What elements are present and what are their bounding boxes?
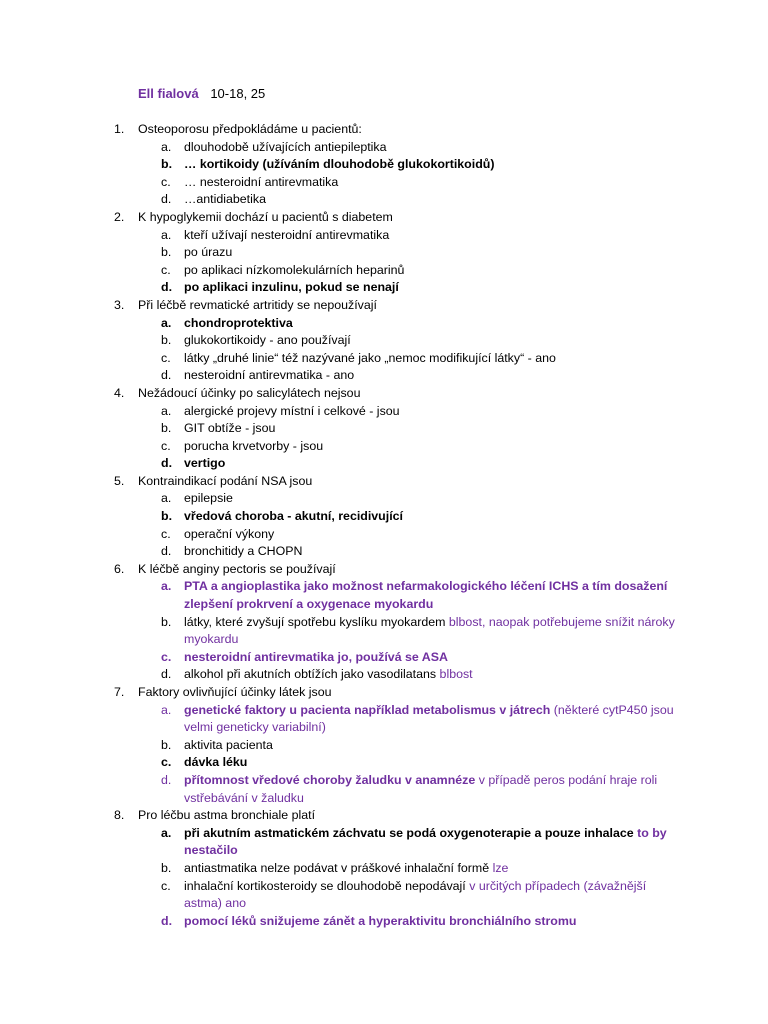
question xyxy=(0,473,768,491)
answer-text: po úrazu xyxy=(184,245,233,260)
answer-letter: b. xyxy=(161,421,172,436)
answer-text: inhalační kortikosteroidy se dlouhodobě nepodávají xyxy=(184,878,470,893)
answer-letter: a. xyxy=(161,491,172,506)
answer-text: PTA a angioplastika jako možnost nefarmakologického léčení ICHS a tím dosažení zlepšení prokrvení a oxygenace myokardu xyxy=(184,579,668,612)
answer-text: látky, které zvyšují spotřebu kyslíku myokardem xyxy=(184,614,449,629)
answer-letter: d. xyxy=(161,456,173,471)
question xyxy=(0,561,768,579)
answer-comment: v určitých případech (závažnější astma) ano xyxy=(184,878,647,911)
answer-comment: blbost xyxy=(439,667,473,682)
answer-option xyxy=(0,191,768,209)
answer-option xyxy=(0,332,768,350)
answer-text: pomocí léků snižujeme zánět a hyperaktivitu bronchiálního stromu xyxy=(184,913,577,928)
answer-text: genetické faktory u pacienta například metabolismus v játrech xyxy=(184,702,551,717)
answer-letter: d. xyxy=(161,280,173,295)
question-number: 5. xyxy=(114,473,125,488)
answer-option xyxy=(0,737,768,755)
answer-option xyxy=(0,860,768,878)
answer-text: v případě peros podání hraje roli vstřebávání v žaludku xyxy=(184,772,658,805)
question-list xyxy=(0,121,768,930)
answer-text: … kortikoidy (užíváním dlouhodobě glukokortikoidů) xyxy=(184,157,495,172)
answer-text: po aplikaci inzulinu, pokud se nenají xyxy=(184,280,399,295)
answer-text: látky „druhé linie“ též nazývané jako „nemoc modifikující látky“ - ano xyxy=(184,350,556,365)
answer-option xyxy=(0,244,768,262)
answer-text: při akutním astmatickém záchvatu se podá oxygenoterapie a pouze inhalace xyxy=(184,825,638,840)
question-text: Kontraindikací podání NSA jsou xyxy=(138,473,313,488)
question-number: 8. xyxy=(114,808,125,823)
answer-option xyxy=(0,543,768,561)
answer-text: epilepsie xyxy=(184,491,233,506)
question-number: 4. xyxy=(114,385,125,400)
answer-option xyxy=(0,350,768,368)
question xyxy=(0,684,768,702)
answer-letter: a. xyxy=(161,315,172,330)
answer-letter: c. xyxy=(161,174,171,189)
answer-letter: d. xyxy=(161,913,173,928)
answer-text: chondroprotektiva xyxy=(184,315,293,330)
question xyxy=(0,385,768,403)
document-header xyxy=(138,86,265,101)
answer-text: alergické projevy místní i celkové - jsou xyxy=(184,403,400,418)
answer-letter: a. xyxy=(161,403,172,418)
answer-letter: d. xyxy=(161,667,172,682)
answer-letter: c. xyxy=(161,878,171,893)
answer-option xyxy=(0,227,768,245)
answer-option xyxy=(0,367,768,385)
answer-letter: d. xyxy=(161,544,172,559)
answer-text: antiastmatika nelze podávat v práškové inhalační formě xyxy=(184,860,493,875)
question xyxy=(0,297,768,315)
answer-option xyxy=(0,614,768,649)
question-text: Při léčbě revmatické artritidy se nepoužívají xyxy=(138,297,377,312)
question-range: 10-18, 25 xyxy=(210,86,266,101)
answer-text: kteří užívají nesteroidní antirevmatika xyxy=(184,227,390,242)
question-text: K hypoglykemii dochází u pacientů s diabetem xyxy=(138,209,393,224)
answer-letter: d. xyxy=(161,192,172,207)
answer-letter: c. xyxy=(161,262,171,277)
answer-option xyxy=(0,139,768,157)
answer-letter: c. xyxy=(161,526,171,541)
answer-text: vředová choroba - akutní, recidivující xyxy=(184,509,403,524)
author-name: Ell fialová xyxy=(138,86,199,101)
answer-text: …antidiabetika xyxy=(184,192,266,207)
answer-comment: blbost, naopak potřebujeme snížit nároky myokardu xyxy=(184,614,675,647)
answer-letter: b. xyxy=(161,614,172,629)
answer-letter: a. xyxy=(161,702,172,717)
question-number: 7. xyxy=(114,685,125,699)
answer-letter: b. xyxy=(161,333,172,348)
answer-text: dávka léku xyxy=(184,755,248,770)
answer-letter: b. xyxy=(161,245,172,260)
answer-letter: c. xyxy=(161,350,171,365)
answer-option xyxy=(0,315,768,333)
answer-option xyxy=(0,156,768,174)
answer-letter: a. xyxy=(161,139,172,154)
answer-option xyxy=(0,878,768,913)
answer-option xyxy=(0,403,768,421)
answer-text: po aplikaci nízkomolekulárních heparinů xyxy=(184,262,405,277)
question-text: Osteoporosu předpokládáme u pacientů: xyxy=(138,122,362,136)
answer-letter: a. xyxy=(161,825,172,840)
answer-letter: a. xyxy=(161,579,172,594)
answer-option xyxy=(0,666,768,684)
answer-letter: c. xyxy=(161,649,172,664)
answer-text: nesteroidní antirevmatika - ano xyxy=(184,368,355,383)
question-number: 2. xyxy=(114,209,125,224)
answer-text: alkohol při akutních obtížích jako vasodilatans xyxy=(184,667,440,682)
question-number: 3. xyxy=(114,297,125,312)
answer-option xyxy=(0,279,768,297)
answer-option xyxy=(0,702,768,737)
answer-text: (některé cytP450 jsou velmi geneticky variabilní) xyxy=(184,702,674,735)
answer-option xyxy=(0,754,768,772)
answer-option xyxy=(0,578,768,613)
answer-option xyxy=(0,825,768,860)
answer-option xyxy=(0,174,768,192)
question-text: Nežádoucí účinky po salicylátech nejsou xyxy=(138,385,361,400)
answer-letter: b. xyxy=(161,157,173,172)
question-text: K léčbě anginy pectoris se používají xyxy=(138,561,336,576)
question-text: Pro léčbu astma bronchiale platí xyxy=(138,808,316,823)
answer-text: glukokortikoidy - ano používají xyxy=(184,333,351,348)
answer-text: bronchitidy a CHOPN xyxy=(184,544,303,559)
answer-comment: lze xyxy=(492,860,509,875)
answer-text: vertigo xyxy=(184,456,226,471)
answer-option xyxy=(0,262,768,280)
answer-option xyxy=(0,490,768,508)
question-text: Faktory ovlivňující účinky látek jsou xyxy=(138,685,332,699)
answer-option xyxy=(0,420,768,438)
answer-text: nesteroidní antirevmatika jo, používá se ASA xyxy=(184,649,448,664)
question-number: 1. xyxy=(114,122,125,136)
answer-letter: d. xyxy=(161,368,172,383)
answer-option xyxy=(0,772,768,807)
question xyxy=(0,807,768,825)
answer-letter: c. xyxy=(161,438,171,453)
answer-comment: to by nestačilo xyxy=(184,825,667,858)
question xyxy=(0,209,768,227)
answer-option xyxy=(0,913,768,931)
answer-option xyxy=(0,526,768,544)
answer-letter: d. xyxy=(161,772,172,787)
answer-letter: b. xyxy=(161,737,172,752)
answer-text: operační výkony xyxy=(184,526,275,541)
answer-option xyxy=(0,438,768,456)
answer-letter: b. xyxy=(161,509,173,524)
answer-option xyxy=(0,455,768,473)
answer-text: porucha krvetvorby - jsou xyxy=(184,438,324,453)
answer-text: aktivita pacienta xyxy=(184,737,273,752)
answer-text: GIT obtíže - jsou xyxy=(184,421,276,436)
answer-text: dlouhodobě užívajících antiepileptika xyxy=(184,139,387,154)
answer-letter: a. xyxy=(161,227,172,242)
answer-letter: b. xyxy=(161,860,172,875)
question xyxy=(0,121,768,139)
answer-text: … nesteroidní antirevmatika xyxy=(184,174,339,189)
answer-letter: c. xyxy=(161,755,172,770)
question-number: 6. xyxy=(114,561,125,576)
answer-option xyxy=(0,508,768,526)
answer-text: přítomnost vředové choroby žaludku v anamnéze xyxy=(184,772,476,787)
answer-option xyxy=(0,649,768,667)
